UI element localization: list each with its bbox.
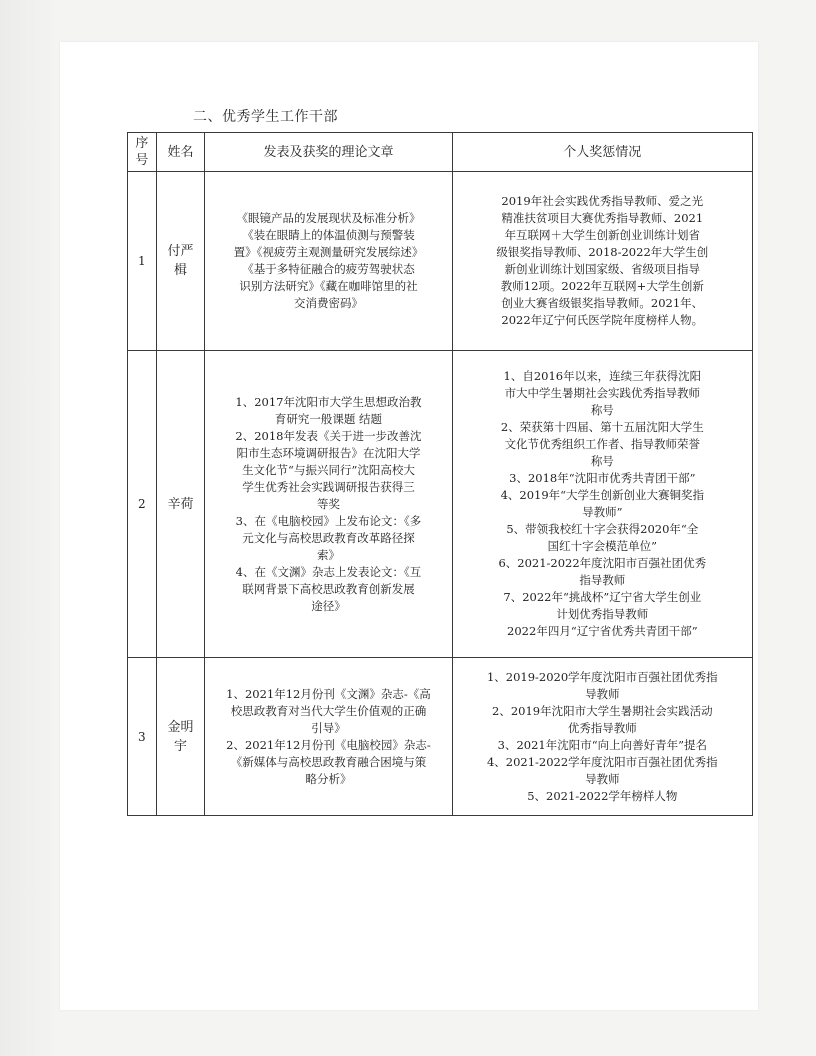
- table-row: [128, 658, 753, 816]
- table-row: [128, 351, 753, 658]
- honors-cell: 1、2019-2020学年度沈阳市百强社团优秀指 导教师 2、2019年沈阳市大学生暑期社会实践活动 优秀指导教师 3、2021年沈阳市“向上向善好青年”提名 4、2021-2022学年度沈阳市百强社团优秀指 导教师 5、2021-2022学年榜样人物: [452, 658, 752, 816]
- header-papers: 发表及获奖的理论文章: [205, 133, 452, 172]
- awards-table: [127, 132, 753, 816]
- honors-cell: 1、自2016年以来，连续三年获得沈阳 市大中学生暑期社会实践优秀指导教师 称号 2、荣获第十四届、第十五届沈阳大学生 文化节优秀组织工作者、指导教师荣誉 称号 3、2018年“沈阳市优秀共青团干部” 4、2019年“大学生创新创业大赛铜奖指 导教师” 5、带领我校红十字会获得2020年“全 国红十字会模范单位” 6、2021-2022年度沈阳市百强社团优秀 指导教师 7、2022年“挑战杯”辽宁省大学生创业 计划优秀指导教师 2022年四月“辽宁省优秀共青团干部”: [452, 351, 752, 658]
- header-honors: 个人奖惩情况: [452, 133, 752, 172]
- person-name: 辛荷: [156, 351, 205, 658]
- papers-cell: 1、2017年沈阳市大学生思想政治教 育研究一般课题 结题 2、2018年发表《关于进一步改善沈 阳市生态环境调研报告》在沈阳大学 生文化节“与振兴同行”沈阳高校大 学生优秀社会实践调研报告获得三 等奖 3、在《电脑校园》上发布论文：《多 元文化与高校思政教育改革路径探 索》 4、在《文渊》杂志上发表论文：《互 联网背景下高校思政教育创新发展 途径》: [205, 351, 452, 658]
- scan-margin: [0, 0, 60, 1056]
- person-name: 付严 楫: [156, 172, 205, 351]
- person-name: 金明 宇: [156, 658, 205, 816]
- honors-cell: 2019年社会实践优秀指导教师、爱之光 精准扶贫项目大赛优秀指导教师、2021 年互联网＋大学生创新创业训练计划省 级银奖指导教师、2018-2022年大学生创 新创业训练计划国家级、省级项目指导 教师12项。2022年互联网+大学生创新 创业大赛省级银奖指导教师。2021年、 2022年辽宁何氏医学院年度榜样人物。: [452, 172, 752, 351]
- row-number: 3: [128, 658, 157, 816]
- papers-cell: 1、2021年12月份刊《文渊》杂志-《高 校思政教育对当代大学生价值观的正确 引导》 2、2021年12月份刊《电脑校园》杂志- 《新媒体与高校思政教育融合困境与策 略分析》: [205, 658, 452, 816]
- row-number: 1: [128, 172, 157, 351]
- table-row: [128, 172, 753, 351]
- header-no: 序 号: [128, 133, 157, 172]
- document-page: [60, 42, 758, 1010]
- row-number: 2: [128, 351, 157, 658]
- papers-cell: 《眼镜产品的发展现状及标准分析》 《装在眼睛上的体温侦测与预警装 置》《视疲劳主观测量研究发展综述》 《基于多特征融合的疲劳驾驶状态 识别方法研究》《藏在咖啡馆里的社 交消费密码》: [205, 172, 452, 351]
- section-title: 二、优秀学生工作干部: [193, 109, 338, 125]
- table-header-row: [128, 133, 753, 172]
- header-name: 姓名: [156, 133, 205, 172]
